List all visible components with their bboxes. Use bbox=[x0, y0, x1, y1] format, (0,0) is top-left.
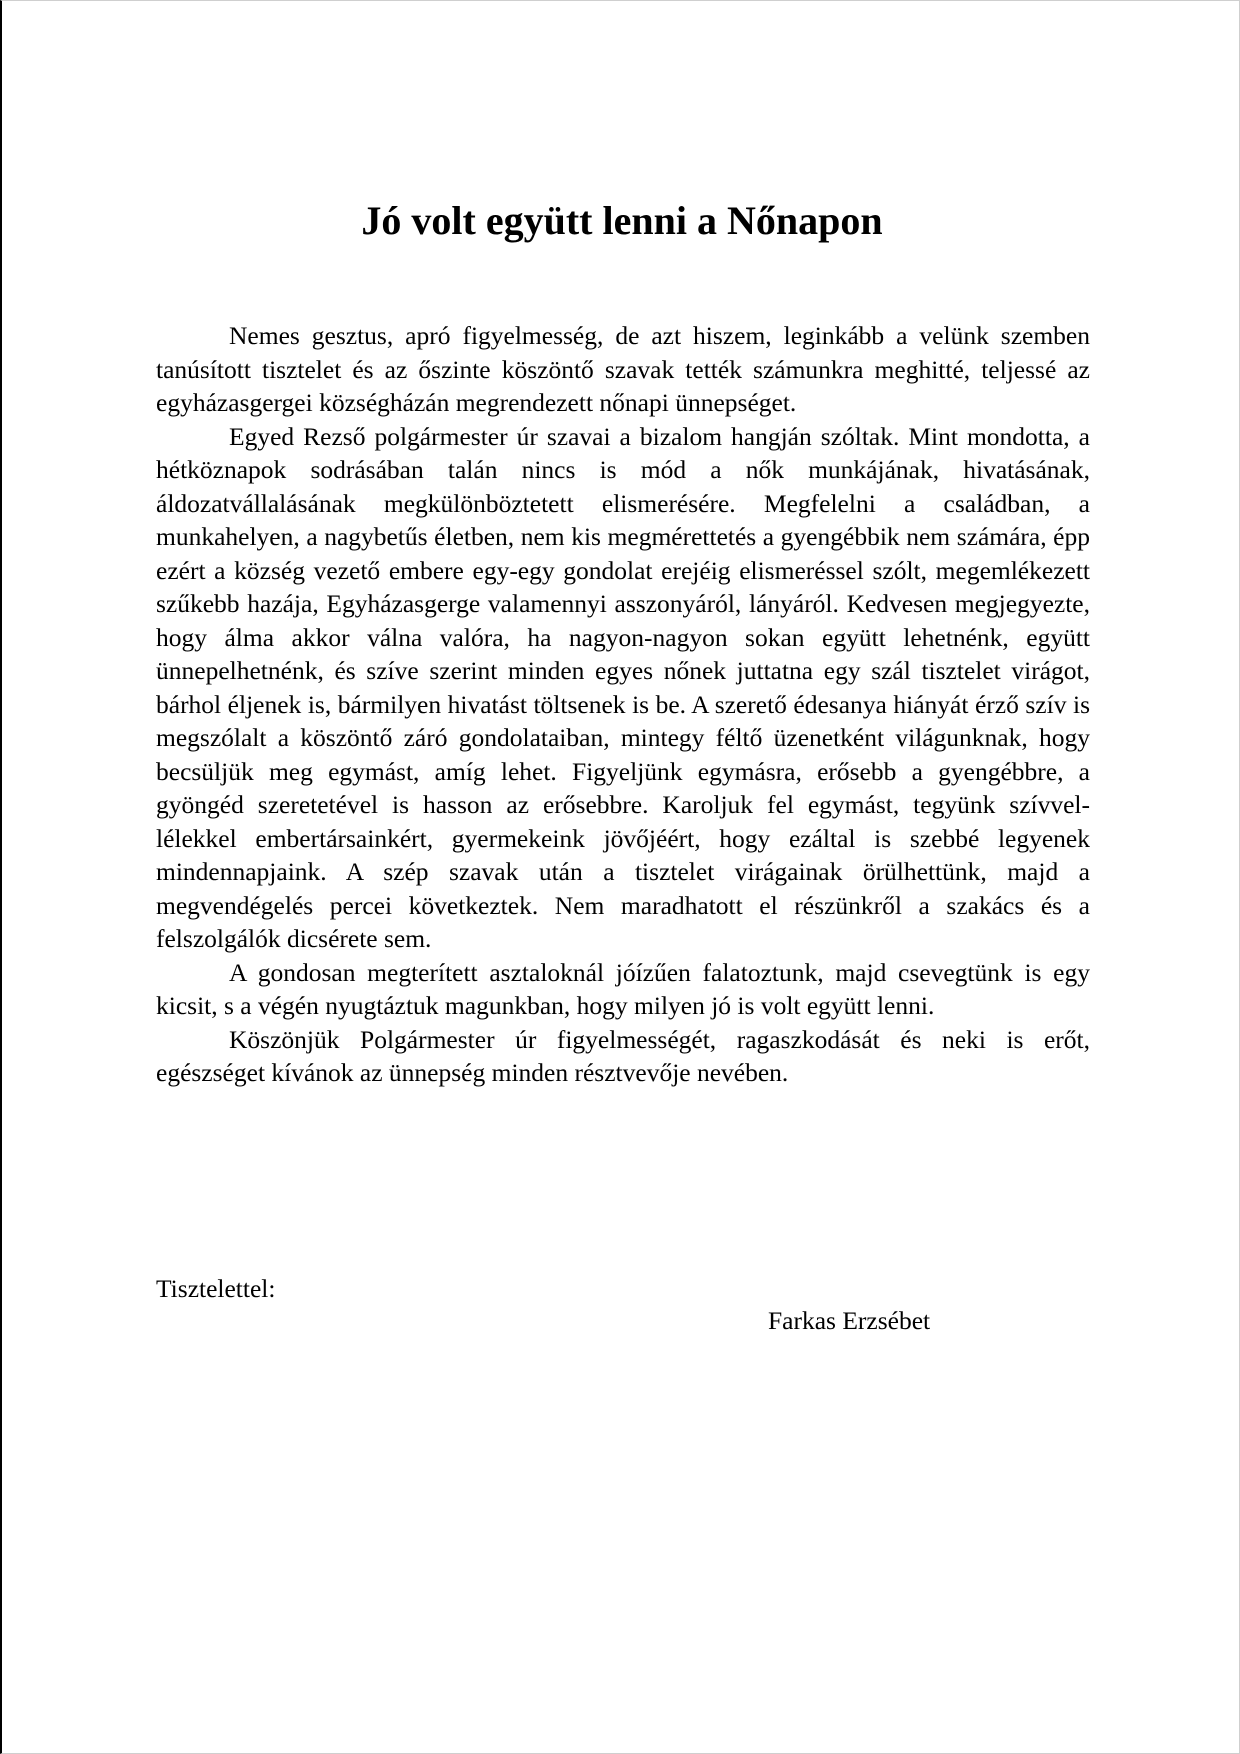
closing-salutation: Tisztelettel: bbox=[156, 1274, 276, 1303]
body-paragraph: Egyed Rezső polgármester úr szavai a bizalom hangján szóltak. Mint mondotta, a hétköznapok sodrásában talán nincs is mód a nők munkájának, hivatásának, áldozatvállalásának megkülönböztetett elismerésére. Megfelelni a családban, a munkahelyen, a nagybetűs életben, nem kis megmérettetés a gyengébbik nem számára, épp ezért a község vezető embere egy-egy gondolat erejéig elismeréssel szólt, megemlékezett szűkebb hazája, Egyházasgerge valamennyi asszonyáról, lányáról. Kedvesen megjegyezte, hogy álma akkor válna valóra, ha nagyon-nagyon sokan együtt lehetnénk, együtt ünnepelhetnénk, és szíve szerint minden egyes nőnek juttatna egy szál tisztelet virágot, bárhol éljenek is, bármilyen hivatást töltsenek is be. A szerető édesanya hiányát érző szív is megszólalt a köszöntő záró gondolataiban, mintegy féltő üzenetként világunknak, hogy becsüljük meg egymást, amíg lehet. Figyeljünk egymásra, erősebb a gyengébbre, a gyöngéd szeretetével is hasson az erősebbre. Karoljuk fel egymást, tegyünk szívvel-lélekkel embertársainkért, gyermekeink jövőjéért, hogy ezáltal is szebbé legyenek mindennapjaink. A szép szavak után a tisztelet virágainak örülhettünk, majd a megvendégelés percei következtek. Nem maradhatott el részünkről a szakács és a felszolgálók dicsérete sem. bbox=[156, 421, 1090, 953]
document-body bbox=[156, 319, 1090, 1090]
body-paragraph: Köszönjük Polgármester úr figyelmességét, ragaszkodását és neki is erőt, egészséget kívánok az ünnepség minden résztvevője nevében. bbox=[156, 1024, 1090, 1087]
document-title: Jó volt együtt lenni a Nőnapon bbox=[361, 198, 883, 243]
body-paragraph: A gondosan megterített asztaloknál jóízűen falatoztunk, majd csevegtünk is egy kicsit, s a végén nyugtáztuk magunkban, hogy milyen jó is volt együtt lenni. bbox=[156, 957, 1090, 1020]
author-signature: Farkas Erzsébet bbox=[768, 1306, 931, 1335]
body-paragraph: Nemes gesztus, apró figyelmesség, de azt hiszem, leginkább a velünk szemben tanúsított tisztelet és az őszinte köszöntő szavak tették számunkra meghitté, teljessé az egyházasgergei községházán megrendezett nőnapi ünnepséget. bbox=[156, 321, 1090, 417]
